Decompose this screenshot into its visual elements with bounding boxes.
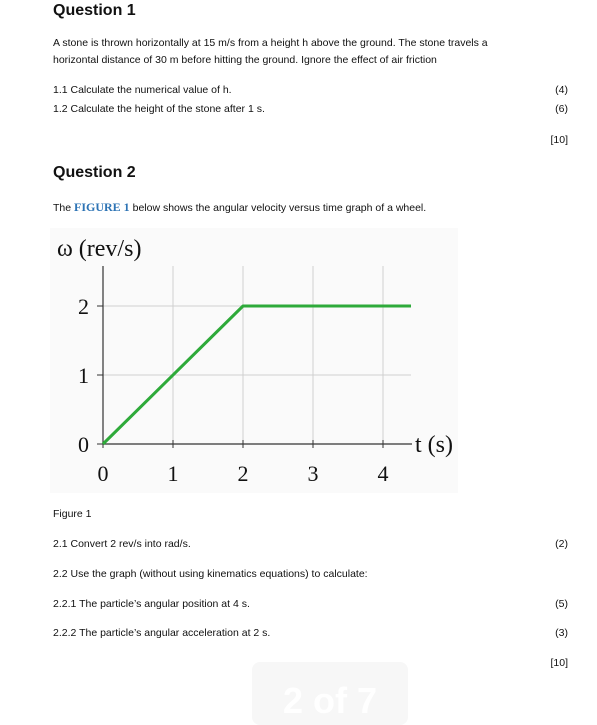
y-tick-label: 1	[78, 363, 89, 388]
x-tick-label: 3	[307, 461, 319, 486]
y-axis-label: ω (rev/s)	[57, 236, 142, 262]
marks: (6)	[555, 103, 568, 115]
x-tick-label: 4	[377, 461, 389, 486]
marks: (5)	[555, 598, 568, 610]
question-item: 2.2 Use the graph (without using kinematics equations) to calculate:	[53, 568, 368, 580]
marks: (4)	[555, 84, 568, 96]
y-tick-label: 0	[78, 432, 89, 457]
question-1-title: Question 1	[53, 2, 136, 19]
chart-grid	[103, 266, 411, 444]
x-axis-label: t (s)	[415, 432, 453, 458]
figure-caption: Figure 1	[53, 508, 92, 520]
marks: (3)	[555, 627, 568, 639]
figure-reference: FIGURE 1	[74, 200, 130, 214]
question-item: 2.1 Convert 2 rev/s into rad/s. (2)	[53, 538, 568, 550]
question-item: 2.2.1 The particle’s angular position at 4 s. (5)	[53, 598, 568, 610]
question-item: 1.2 Calculate the height of the stone after 1 s. (6)	[53, 103, 568, 115]
question-2-title: Question 2	[53, 164, 136, 181]
chart-axes	[103, 266, 412, 444]
x-tick-label: 1	[167, 461, 179, 486]
question-item: 1.1 Calculate the numerical value of h. (4)	[53, 84, 568, 96]
chart-ticks	[78, 294, 389, 486]
page-watermark: 2 of 7	[252, 662, 408, 725]
question-item: 2.2.2 The particle’s angular acceleration at 2 s. (3)	[53, 627, 568, 639]
x-tick-label: 2	[237, 461, 249, 486]
x-tick-label: 0	[97, 461, 109, 486]
marks: (2)	[555, 538, 568, 550]
question-1-text: A stone is thrown horizontally at 15 m/s from a height h above the ground. The stone travels a horizontal distance of 30 m before hitting the ground. Ignore the effect of air friction	[53, 37, 488, 66]
y-tick-label: 2	[78, 294, 89, 319]
question-2-intro: The FIGURE 1 below shows the angular velocity versus time graph of a wheel.	[53, 200, 427, 214]
